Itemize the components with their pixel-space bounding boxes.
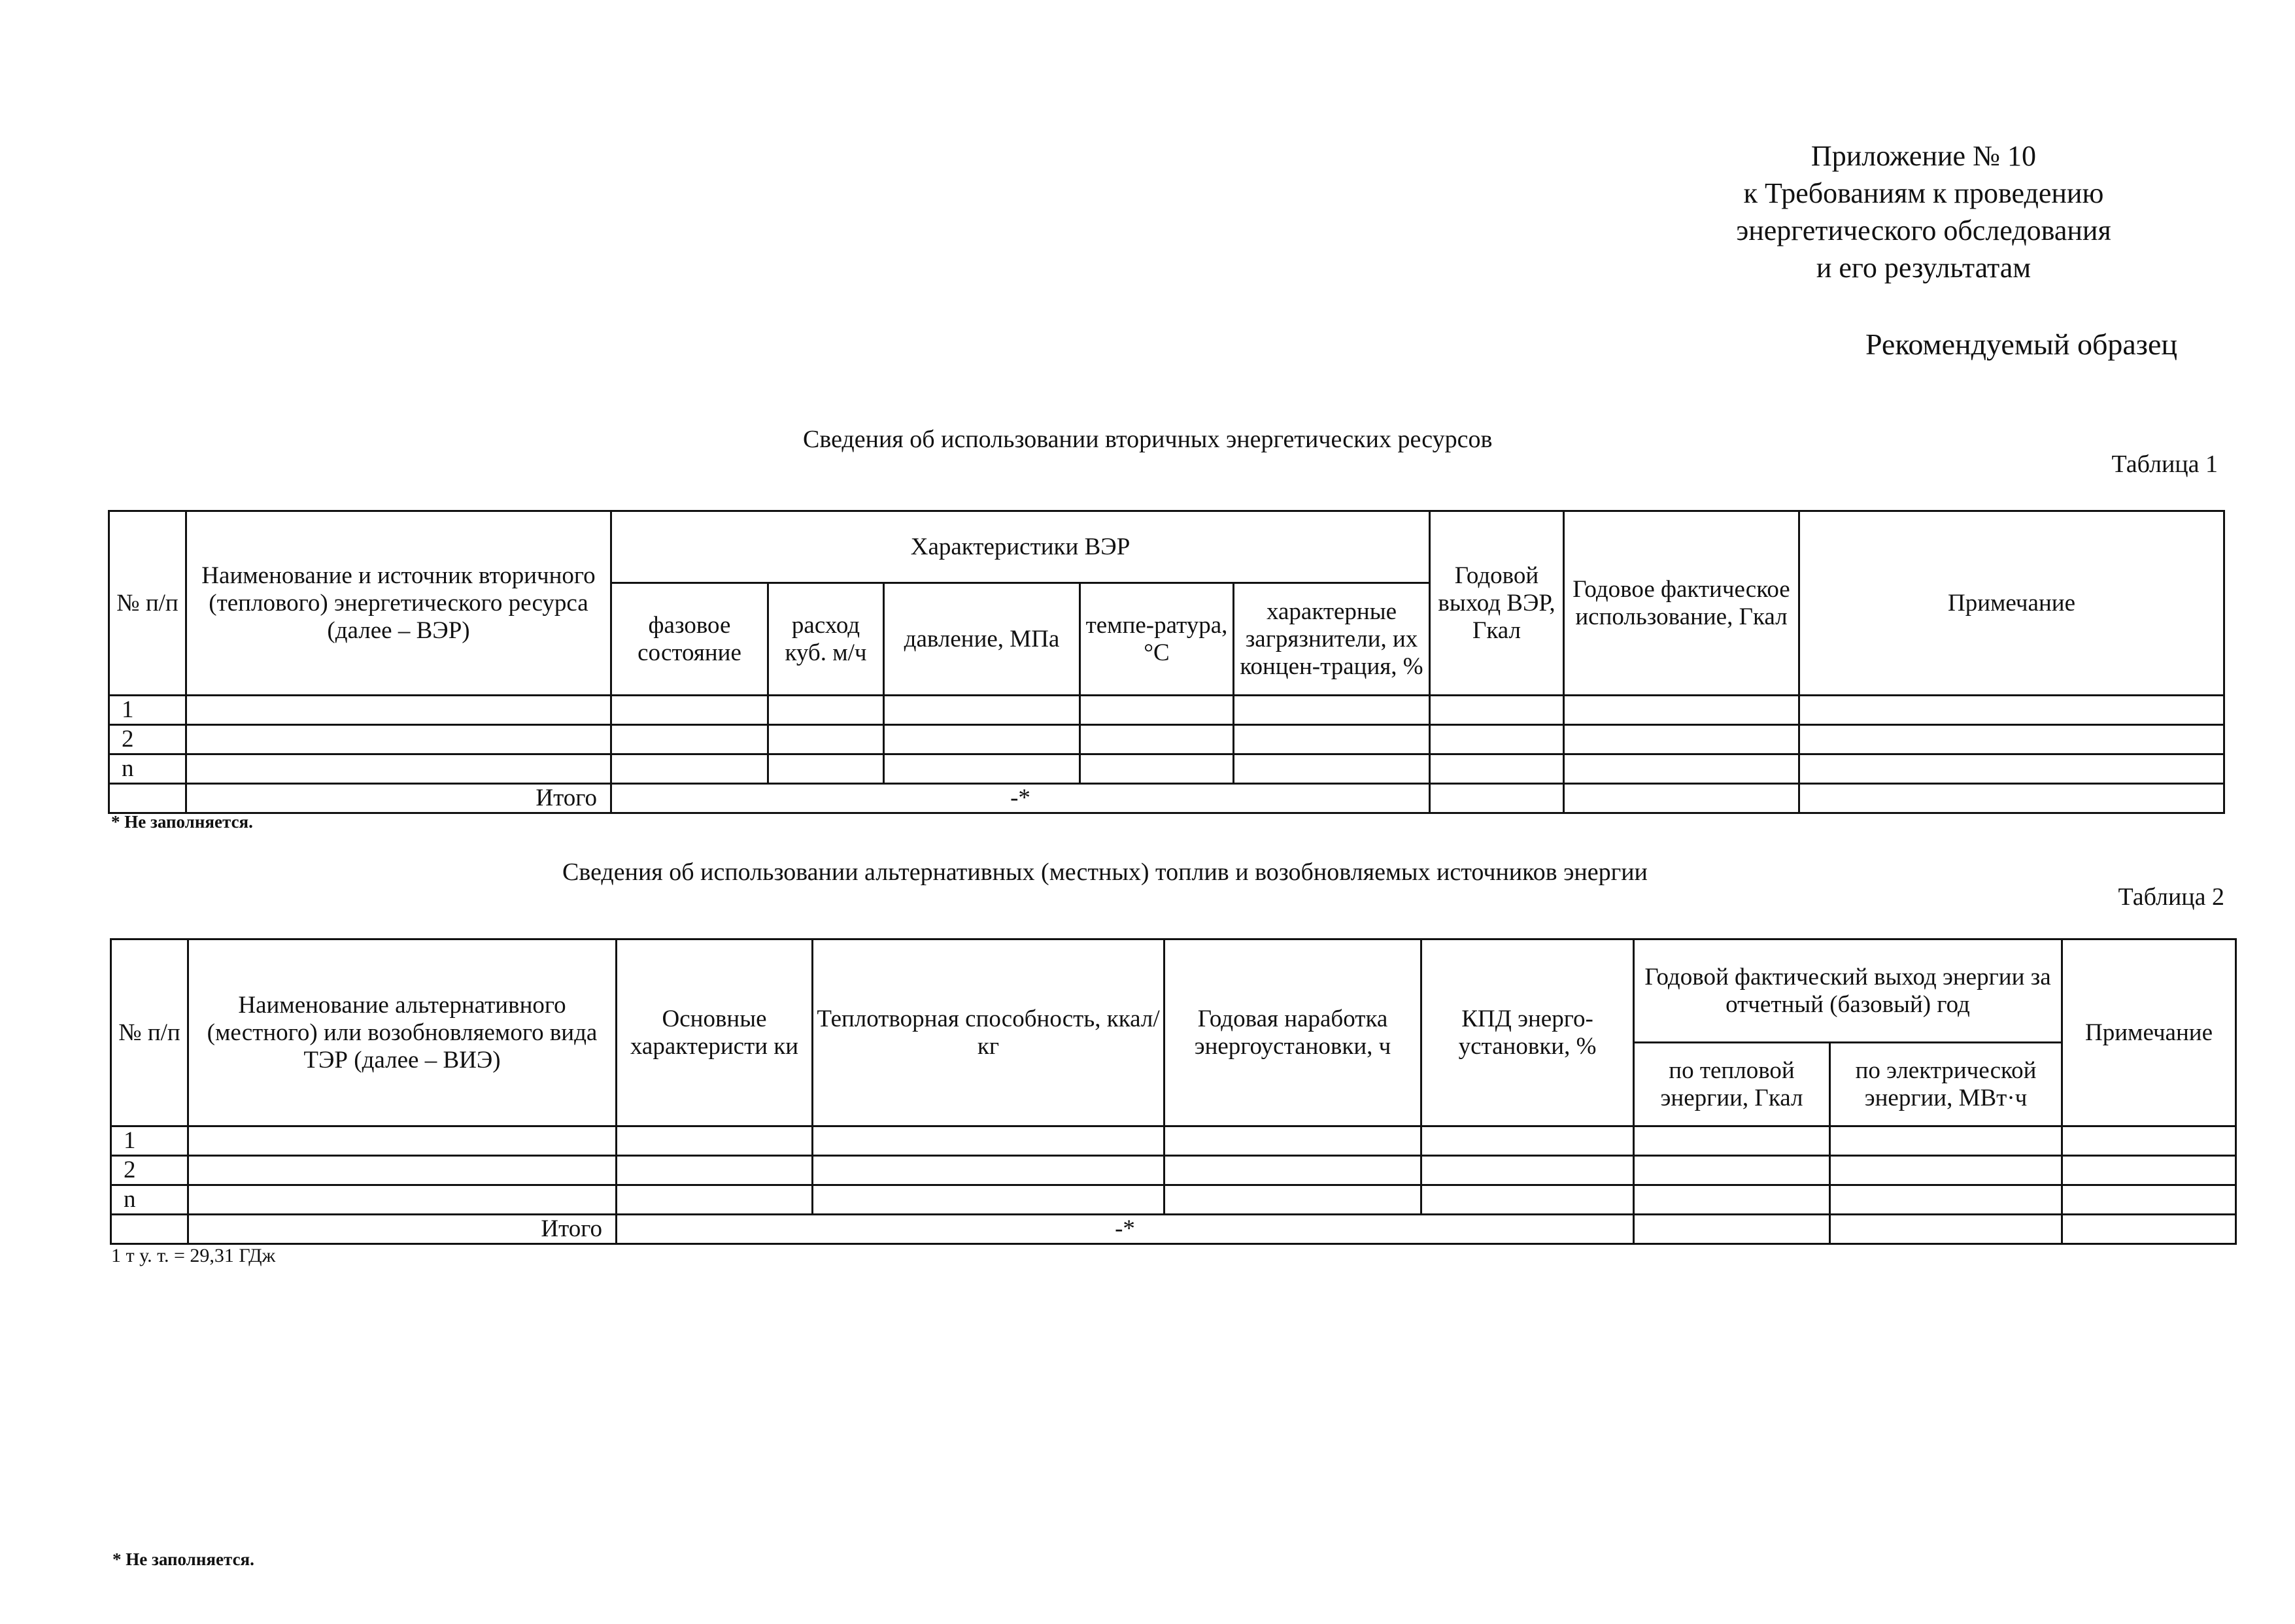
t1-row-num: 1 [109, 696, 186, 725]
t1-header-name: Наименование и источник вторичного (теплового) энергетического ресурса (далее – ВЭР) [186, 511, 611, 696]
t1-total-label: Итого [186, 784, 611, 813]
t2-header-annual-output: Годовой фактический выход энергии за отчетный (базовый) год [1634, 939, 2062, 1043]
t2-row-num: 2 [111, 1156, 188, 1185]
t2-header-name: Наименование альтернативного (местного) или возобновляемого вида ТЭР (далее – ВИЭ) [188, 939, 617, 1126]
table-row [111, 1156, 2236, 1185]
t1-header-num: № п/п [109, 511, 186, 696]
t2-total-label: Итого [188, 1215, 617, 1244]
table-row [109, 696, 2224, 725]
t1-header-temperature: темпе-ратура, °С [1080, 583, 1234, 696]
table-row-total [111, 1215, 2236, 1244]
t2-header-heat: по тепловой энергии, Гкал [1634, 1043, 1830, 1126]
recommended-sample-label: Рекомендуемый образец [1865, 328, 2177, 361]
table1-label: Таблица 1 [2111, 450, 2218, 478]
t2-header-note: Примечание [2062, 939, 2236, 1126]
t1-header-pollutants: характерные загрязнители, их концен-трация, % [1234, 583, 1430, 696]
t1-header-note: Примечание [1799, 511, 2224, 696]
t2-row-num: n [111, 1185, 188, 1215]
table2-label: Таблица 2 [2118, 883, 2224, 911]
t1-row-num: 2 [109, 725, 186, 754]
t1-total-dash: -* [611, 784, 1430, 813]
t1-header-characteristics: Характеристики ВЭР [611, 511, 1430, 583]
t1-header-annual-output: Годовой выход ВЭР, Гкал [1430, 511, 1564, 696]
t2-header-electric: по электрической энергии, МВт·ч [1830, 1043, 2062, 1126]
table1-footnote: * Не заполняется. [111, 812, 253, 832]
t2-total-dash: -* [617, 1215, 1634, 1244]
t2-header-characteristics: Основные характеристи ки [617, 939, 813, 1126]
table-row [109, 754, 2224, 784]
t1-row-num: n [109, 754, 186, 784]
bottom-footnote: * Не заполняется. [112, 1549, 254, 1569]
table2-caption: Сведения об использовании альтернативных (местных) топлив и возобновляемых источников энергии [562, 858, 1648, 886]
table2 [110, 938, 2237, 1245]
table-row [109, 725, 2224, 754]
table-row [111, 1185, 2236, 1215]
appendix-line-2: к Требованиям к проведению [1743, 177, 2104, 209]
t2-header-operating: Годовая наработка энергоустановки, ч [1164, 939, 1421, 1126]
t1-header-pressure: давление, МПа [884, 583, 1080, 696]
table-row [111, 1126, 2236, 1156]
t2-header-calorific: Теплотворная способность, ккал/кг [813, 939, 1164, 1126]
t1-header-phase: фазовое состояние [611, 583, 768, 696]
table2-footnote: 1 т у. т. = 29,31 ГДж [111, 1245, 276, 1266]
table1 [108, 510, 2225, 814]
appendix-line-1: Приложение № 10 [1810, 140, 2037, 172]
table1-caption: Сведения об использовании вторичных энергетических ресурсов [803, 426, 1493, 453]
appendix-line-3: энергетического обследования [1736, 214, 2111, 246]
table-row-total [109, 784, 2224, 813]
t2-row-num: 1 [111, 1126, 188, 1156]
appendix-line-4: и его результатам [1816, 252, 2032, 284]
t2-header-num: № п/п [111, 939, 188, 1126]
t1-header-annual-use: Годовое фактическое использование, Гкал [1564, 511, 1799, 696]
appendix-header [1629, 137, 2218, 286]
t2-header-efficiency: КПД энерго-установки, % [1421, 939, 1634, 1126]
t1-header-flow: расход куб. м/ч [768, 583, 884, 696]
